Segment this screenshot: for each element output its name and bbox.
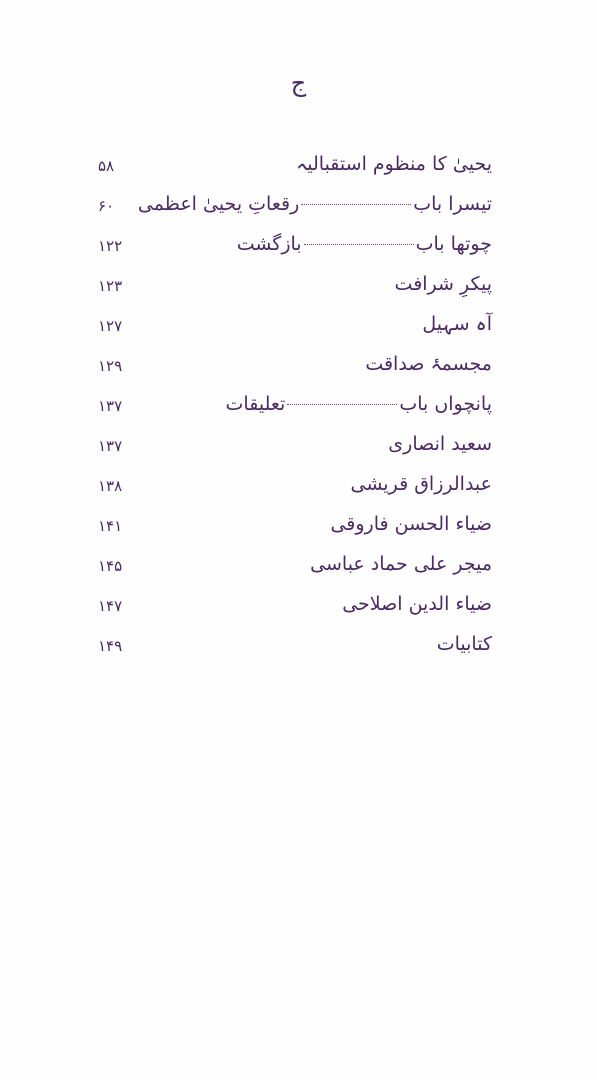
dotted-leader (287, 404, 397, 405)
page-letter: ج (290, 69, 307, 97)
toc-entry-page-number: ۱۳۸ (98, 477, 123, 495)
toc-entry-page-number: ۱۲۹ (98, 357, 123, 375)
toc-entry-title: چوتھا باب (415, 233, 492, 255)
toc-entry (0, 348, 597, 388)
toc-entry-title: کتابیات (436, 633, 492, 655)
toc-entry (0, 428, 597, 468)
toc-entry-page-number: ۱۴۱ (98, 517, 123, 535)
dotted-leader (304, 244, 414, 245)
toc-entry (0, 228, 597, 268)
toc-entry-subtitle: رقعاتِ یحییٰ اعظمی (137, 193, 300, 215)
toc-entry-page-number: ۱۴۷ (98, 597, 123, 615)
toc-entry-title: یحییٰ کا منظوم استقبالیہ (296, 153, 492, 175)
toc-entry-title: عبدالرزاق قریشی (350, 473, 492, 495)
toc-entry-title: میجر علی حماد عباسی (310, 553, 492, 575)
toc-entry-title: پانچواں باب (399, 393, 492, 415)
toc-entry (0, 308, 597, 348)
toc-entry (0, 508, 597, 548)
toc-entry-subtitle: بازگشت (236, 233, 302, 255)
toc-entry (0, 468, 597, 508)
dotted-leader (301, 204, 411, 205)
toc-entry-page-number: ۱۲۷ (98, 317, 123, 335)
toc-entry-page-number: ۱۴۵ (98, 557, 123, 575)
toc-entry (0, 188, 597, 228)
toc-entry-title: آہ سہیل (422, 313, 492, 335)
toc-entry-page-number: ۱۳۷ (98, 437, 123, 455)
toc-entry-title: ضیاء الدین اصلاحی (342, 593, 492, 615)
toc-entry (0, 628, 597, 668)
toc-entry-page-number: ۶۰ (98, 197, 115, 215)
toc-entry-page-number: ۱۳۷ (98, 397, 123, 415)
toc-entry-page-number: ۱۲۲ (98, 237, 123, 255)
toc-entry-page-number: ۱۴۹ (98, 637, 123, 655)
toc-entry-title: سعید انصاری (388, 433, 492, 455)
toc-entry-title: مجسمۂ صداقت (365, 353, 492, 375)
table-of-contents (0, 148, 597, 668)
toc-entry (0, 268, 597, 308)
toc-entry-page-number: ۵۸ (98, 157, 115, 175)
toc-entry (0, 548, 597, 588)
toc-entry (0, 148, 597, 188)
toc-entry (0, 588, 597, 628)
toc-entry (0, 388, 597, 428)
toc-entry-title: تیسرا باب (413, 193, 492, 215)
toc-entry-title: پیکرِ شرافت (394, 273, 492, 295)
toc-entry-page-number: ۱۲۳ (98, 277, 123, 295)
toc-entry-subtitle: تعلیقات (225, 393, 286, 415)
toc-entry-title: ضیاء الحسن فاروقی (330, 513, 492, 535)
